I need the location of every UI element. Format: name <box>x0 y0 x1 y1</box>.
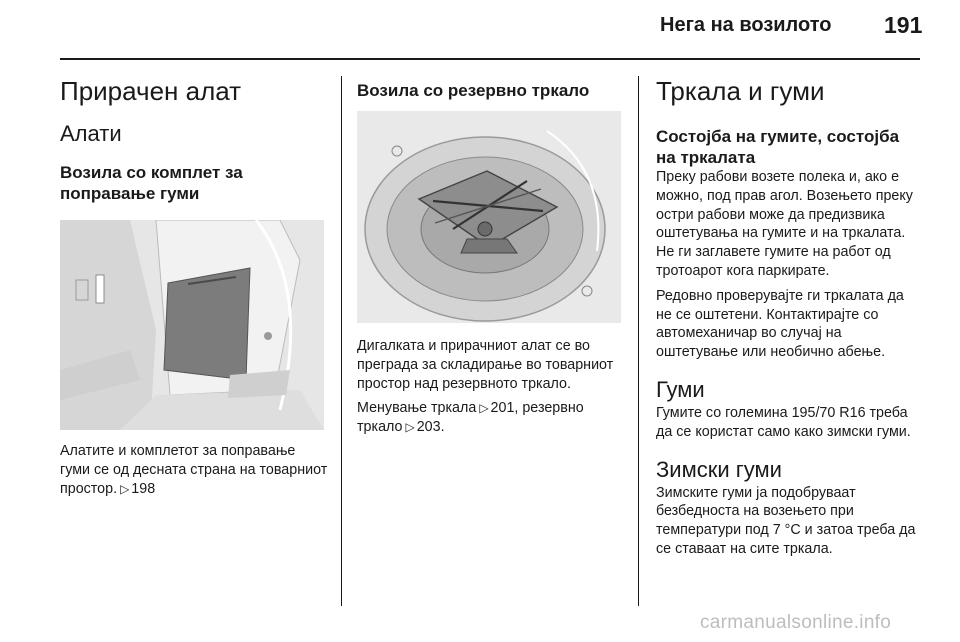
wheel-change-page-ref: 201 <box>490 400 515 417</box>
tyre-condition-p1: Преку рабови возете полека и, ако е можно, под прав агол. Возењето преку остри рабови може да предизвика оштетувања на гумите и на тркалата. Не ги заглавете гумите на работ од тротоарот кога паркирате. <box>656 169 913 279</box>
middle-column <box>357 76 627 437</box>
winter-tyres-p1: Зимските гуми ја подобруваат безбедноста на возењето при температури под 7 °C и затоа треба да се ставаат на сите тркала. <box>656 484 916 557</box>
tyre-condition-p2: Редовно проверувајте ги тркалата да не се оштетени. Контактирајте со автомеханичар во случај на оштетување или необично абење. <box>656 287 904 361</box>
section-heading-wheels-tyres: Тркала и гуми <box>656 76 825 106</box>
tyres-p1: Гумите со големина 195/70 R16 треба да се користат само како зимски гуми. <box>656 404 911 440</box>
wheel-change-text: Менување тркала <box>357 400 477 417</box>
repair-kit-caption-page-ref: 198 <box>131 480 156 497</box>
trunk-illustration <box>60 220 324 430</box>
right-column <box>656 76 922 559</box>
repair-kit-caption-text: Алатите и комплетот за поправање гуми се од десната страна на товарниот простор. <box>60 443 328 497</box>
repair-kit-caption <box>60 442 328 498</box>
spare-wheel-drawing <box>357 111 621 323</box>
header-rule <box>60 58 920 60</box>
spare-wheel-caption-p2 <box>357 399 627 437</box>
trunk-drawing <box>60 220 324 430</box>
heading-winter-tyres: Зимски гуми <box>656 456 782 482</box>
column-divider-1 <box>341 76 342 606</box>
heading-spare-wheel-vehicles: Возила со резервно тркало <box>357 81 590 100</box>
heading-tyre-condition: Состојба на гумите, состојба на тркалата <box>656 127 900 167</box>
left-column <box>60 76 328 498</box>
heading-tyres: Гуми <box>656 376 705 402</box>
spare-wheel-caption-p1: Дигалката и прирачниот алат се во преграда за складирање во товарниот простор над резервното тркало. <box>357 338 614 392</box>
spare-wheel-text: , резервно тркало <box>357 400 584 436</box>
page-reference-icon: ▷ <box>120 481 130 496</box>
heading-repair-kit-vehicles: Возила со комплет за поправање гуми <box>60 163 243 203</box>
page-reference-icon: ▷ <box>405 420 415 435</box>
watermark: carmanualsonline.info <box>700 612 892 633</box>
column-divider-2 <box>638 76 639 606</box>
running-header-title: Нега на возилото <box>660 14 832 36</box>
section-heading-tools: Прирачен алат <box>60 76 242 106</box>
subsection-heading-tools: Алати <box>60 121 122 146</box>
spare-wheel-page-ref: 203 <box>416 419 441 436</box>
caption-end-period: . <box>440 419 445 436</box>
spare-wheel-illustration <box>357 111 621 323</box>
page-number: 191 <box>884 12 923 38</box>
page-reference-icon: ▷ <box>479 401 489 416</box>
